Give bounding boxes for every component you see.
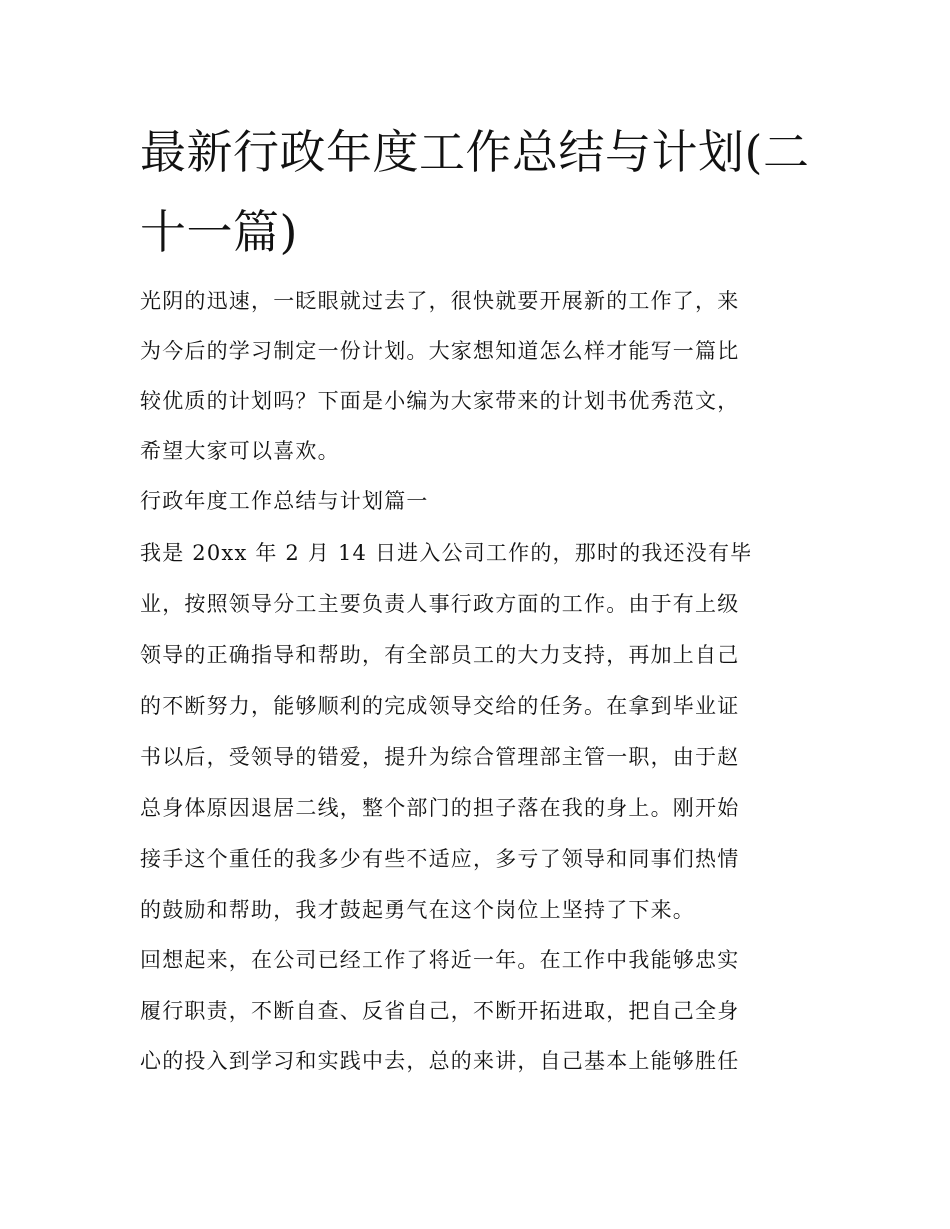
text-line: 履行职责，不断自查、反省自己，不断开拓进取，把自己全身 [140,999,740,1023]
text-line: 心的投入到学习和实践中去，总的来讲，自己基本上能够胜任 [140,1049,740,1073]
text-line: 较优质的计划吗？下面是小编为大家带来的计划书优秀范文， [140,389,740,413]
text-line: 总身体原因退居二线，整个部门的担子落在我的身上。刚开始 [140,796,740,820]
text-line: 为今后的学习制定一份计划。大家想知道怎么样才能写一篇比 [140,339,740,363]
text-line: 的不断努力，能够顺利的完成领导交给的任务。在拿到毕业证 [140,694,740,718]
section-heading: 行政年度工作总结与计划篇一 [140,489,429,513]
text-line: 希望大家可以喜欢。 [140,439,340,463]
text-line: 领导的正确指导和帮助，有全部员工的大力支持，再加上自己 [140,643,740,667]
document-title: 最新行政年度工作总结与计划(二十一篇) [140,125,810,259]
text-line: 书以后，受领导的错爱，提升为综合管理部主管一职，由于赵 [140,745,740,769]
text-line: 光阴的迅速，一眨眼就过去了，很快就要开展新的工作了，来 [140,289,740,313]
text-line: 我是 20xx 年 2 月 14 日进入公司工作的，那时的我还没有毕 [140,541,753,565]
text-line: 回想起来，在公司已经工作了将近一年。在工作中我能够忠实 [140,948,740,972]
text-line: 业，按照领导分工主要负责人事行政方面的工作。由于有上级 [140,592,740,616]
text-line: 接手这个重任的我多少有些不适应，多亏了领导和同事们热情 [140,847,740,871]
text-line: 的鼓励和帮助，我才鼓起勇气在这个岗位上坚持了下来。 [140,898,695,922]
